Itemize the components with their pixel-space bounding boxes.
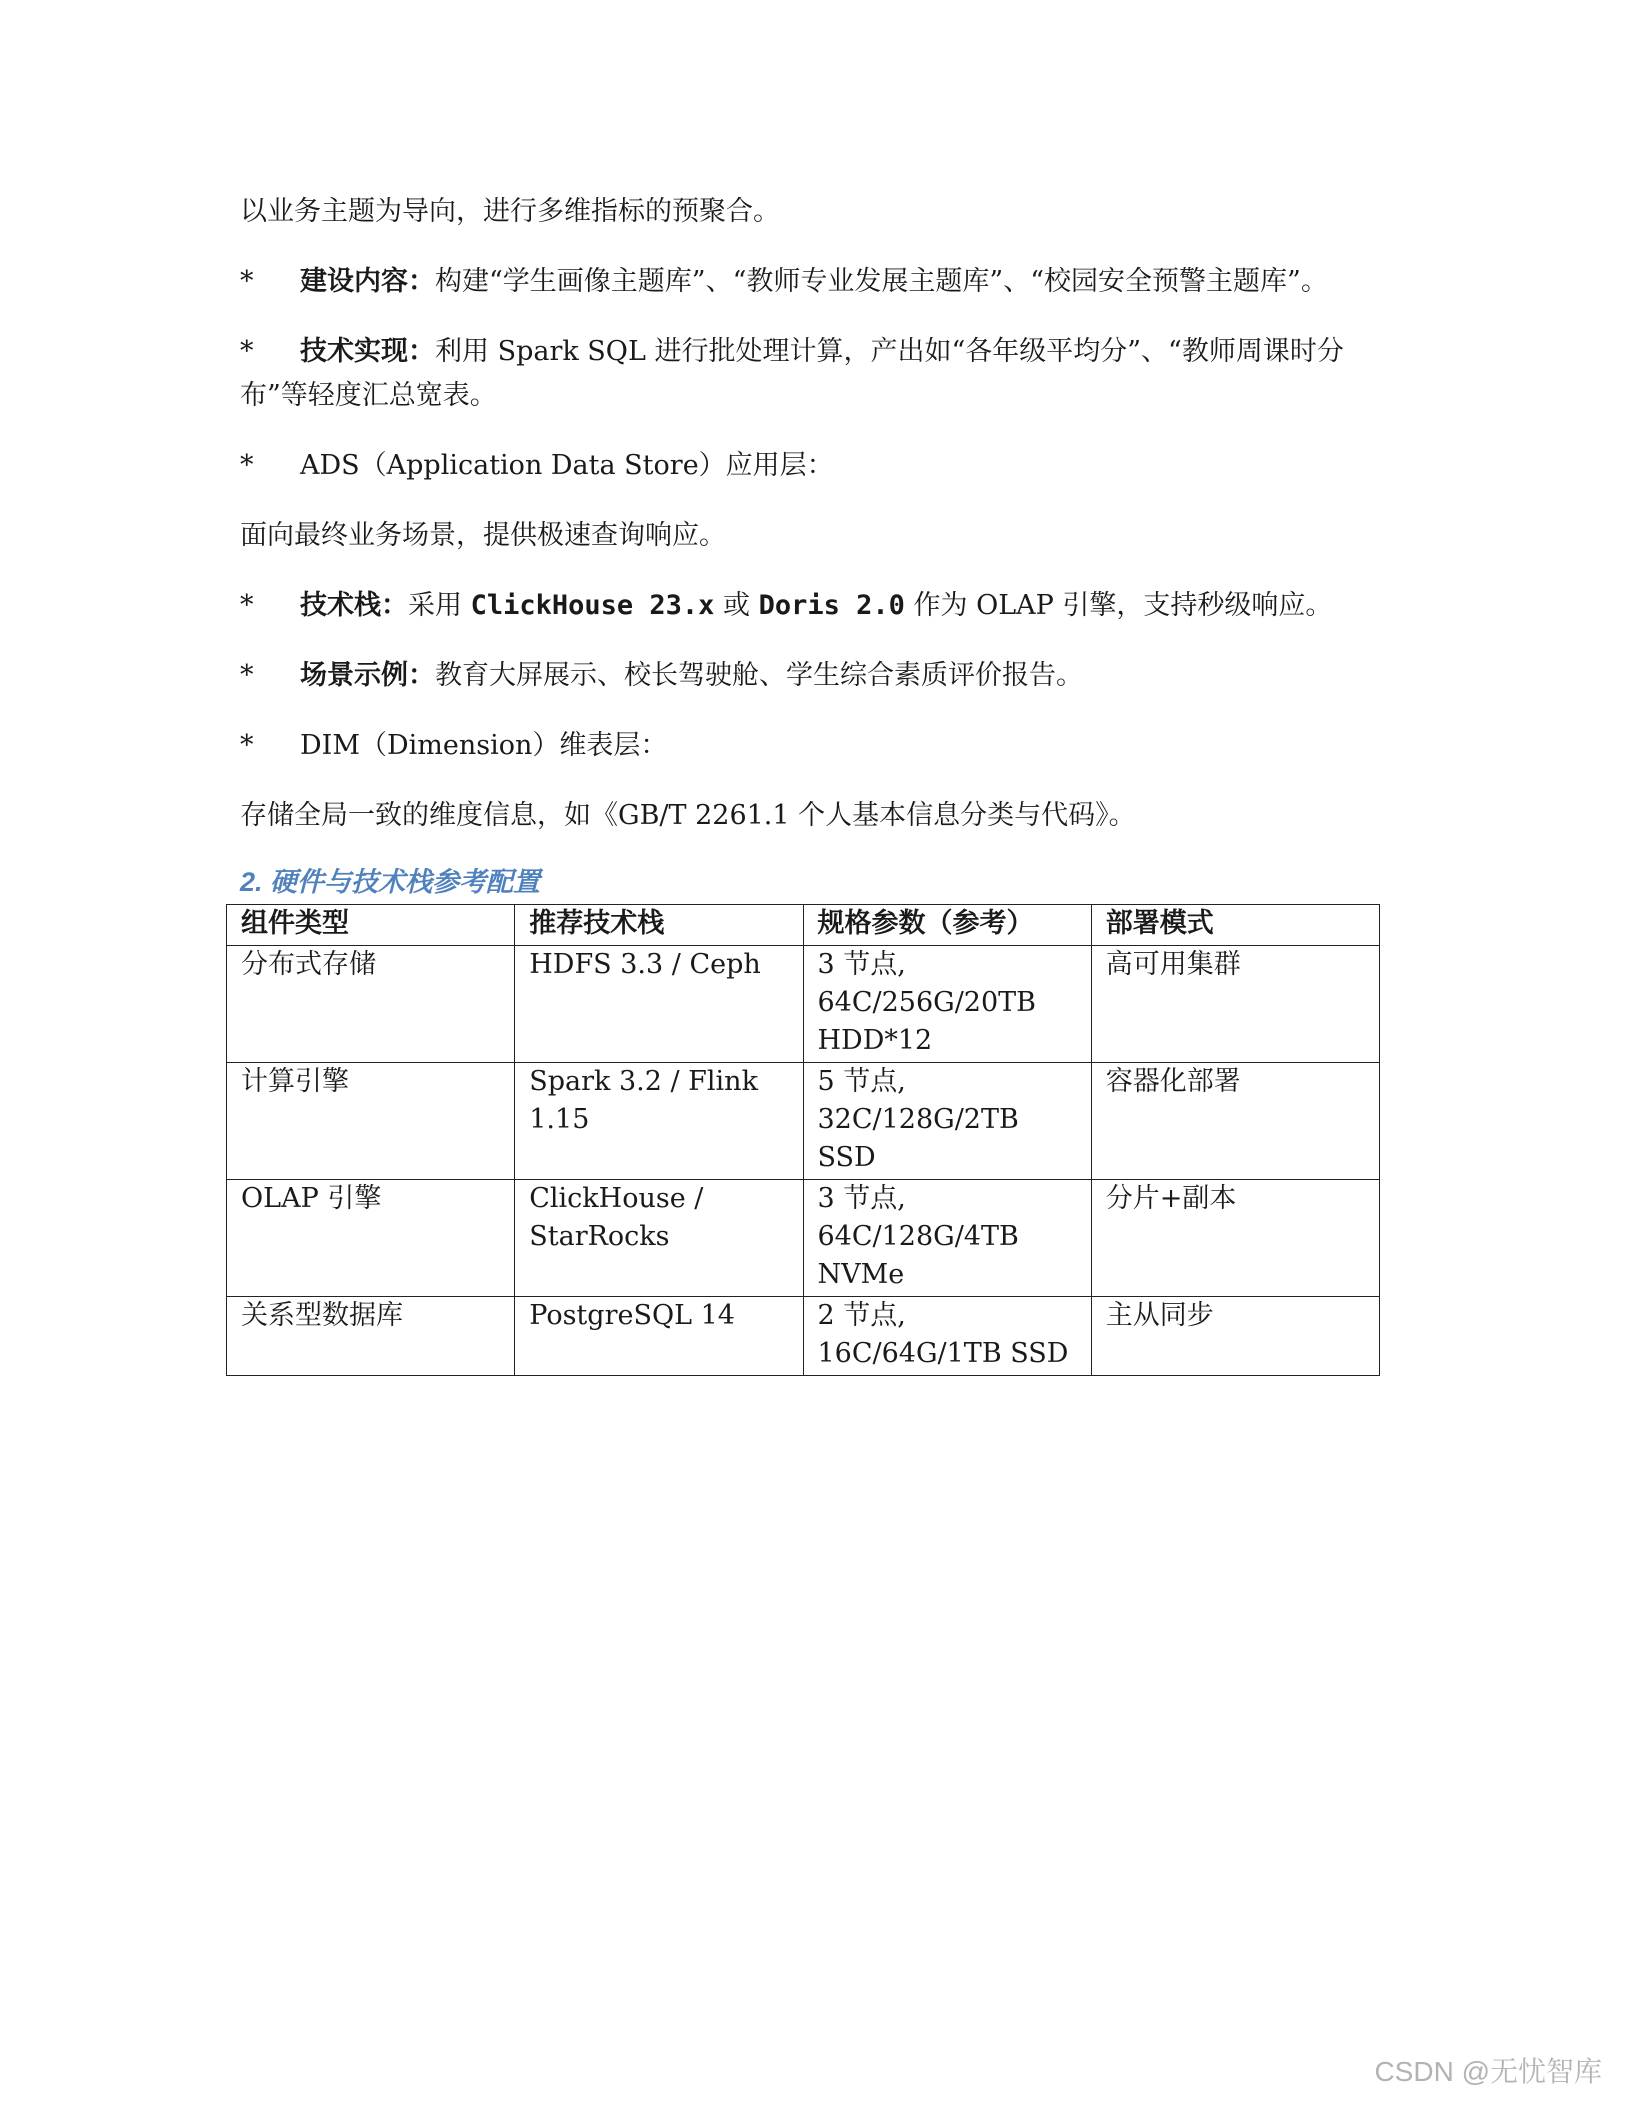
paragraph-fast-query: 面向最终业务场景，提供极速查询响应。 <box>240 520 726 551</box>
table-cell: 关系型数据库 <box>227 1297 515 1376</box>
bullet-tech-implementation <box>240 330 1388 418</box>
bullet-label: 场景示例： <box>300 660 435 691</box>
bullet-text: 利用 Spark SQL 进行批处理计算，产出如“各年级平均分”、“教师周课时分布”等轻度汇总宽表。 <box>240 336 1344 411</box>
bullet-ads-layer <box>240 444 1388 488</box>
bullet-star: * <box>240 450 254 481</box>
paragraph-dimension-info: 存储全局一致的维度信息，如《GB/T 2261.1 个人基本信息分类与代码》。 <box>240 800 1136 831</box>
paragraph-theme-aggregation: 以业务主题为导向，进行多维指标的预聚合。 <box>240 196 780 227</box>
table-row <box>227 1063 1380 1180</box>
bullet-text-part: 作为 OLAP 引擎，支持秒级响应。 <box>904 590 1333 621</box>
hardware-spec-table <box>226 904 1380 1376</box>
bullet-star: * <box>240 266 254 297</box>
bullet-label: 建设内容： <box>300 266 435 297</box>
table-header-cell: 组件类型 <box>227 905 515 946</box>
csdn-watermark: CSDN @无忧智库 <box>1374 2056 1602 2087</box>
table-cell: 3 节点, 64C/256G/20TB HDD*12 <box>803 946 1091 1063</box>
bullet-text: DIM（Dimension）维表层： <box>300 730 668 761</box>
bullet-text-part: 或 <box>714 590 759 621</box>
bullet-label: 技术实现： <box>300 336 435 367</box>
table-header-row <box>227 905 1380 946</box>
table-cell: 高可用集群 <box>1091 946 1379 1063</box>
bullet-star: * <box>240 730 254 761</box>
table-header-cell: 规格参数（参考） <box>803 905 1091 946</box>
bullet-construction-content <box>240 260 1388 304</box>
section-heading: 2. 硬件与技术栈参考配置 <box>240 867 541 897</box>
bullet-text: 构建“学生画像主题库”、“教师专业发展主题库”、“校园安全预警主题库”。 <box>435 266 1328 297</box>
table-header-cell: 推荐技术栈 <box>515 905 803 946</box>
table-row <box>227 946 1380 1063</box>
table-cell: PostgreSQL 14 <box>515 1297 803 1376</box>
table-row <box>227 1180 1380 1297</box>
bullet-tech-stack <box>240 584 1388 628</box>
table-cell: ClickHouse / StarRocks <box>515 1180 803 1297</box>
table-cell: 容器化部署 <box>1091 1063 1379 1180</box>
bullet-star: * <box>240 336 254 367</box>
bullet-star: * <box>240 660 254 691</box>
bullet-text: ADS（Application Data Store）应用层： <box>300 450 834 481</box>
table-header-cell: 部署模式 <box>1091 905 1379 946</box>
table-cell: 3 节点, 64C/128G/4TB NVMe <box>803 1180 1091 1297</box>
document-page <box>240 190 1388 1376</box>
bullet-text-part: 采用 <box>408 590 471 621</box>
table-cell: 分布式存储 <box>227 946 515 1063</box>
bullet-scenario-examples <box>240 654 1388 698</box>
table-cell: 分片+副本 <box>1091 1180 1379 1297</box>
table-cell: 5 节点, 32C/128G/2TB SSD <box>803 1063 1091 1180</box>
table-row <box>227 1297 1380 1376</box>
table-cell: 主从同步 <box>1091 1297 1379 1376</box>
doris-version: Doris 2.0 <box>758 590 905 621</box>
clickhouse-version: ClickHouse 23.x <box>470 590 715 621</box>
bullet-text: 教育大屏展示、校长驾驶舱、学生综合素质评价报告。 <box>435 660 1083 691</box>
bullet-dim-layer <box>240 724 1388 768</box>
table-cell: 2 节点, 16C/64G/1TB SSD <box>803 1297 1091 1376</box>
bullet-star: * <box>240 590 254 621</box>
table-cell: HDFS 3.3 / Ceph <box>515 946 803 1063</box>
bullet-label: 技术栈： <box>300 590 408 621</box>
table-cell: Spark 3.2 / Flink 1.15 <box>515 1063 803 1180</box>
table-cell: OLAP 引擎 <box>227 1180 515 1297</box>
table-cell: 计算引擎 <box>227 1063 515 1180</box>
